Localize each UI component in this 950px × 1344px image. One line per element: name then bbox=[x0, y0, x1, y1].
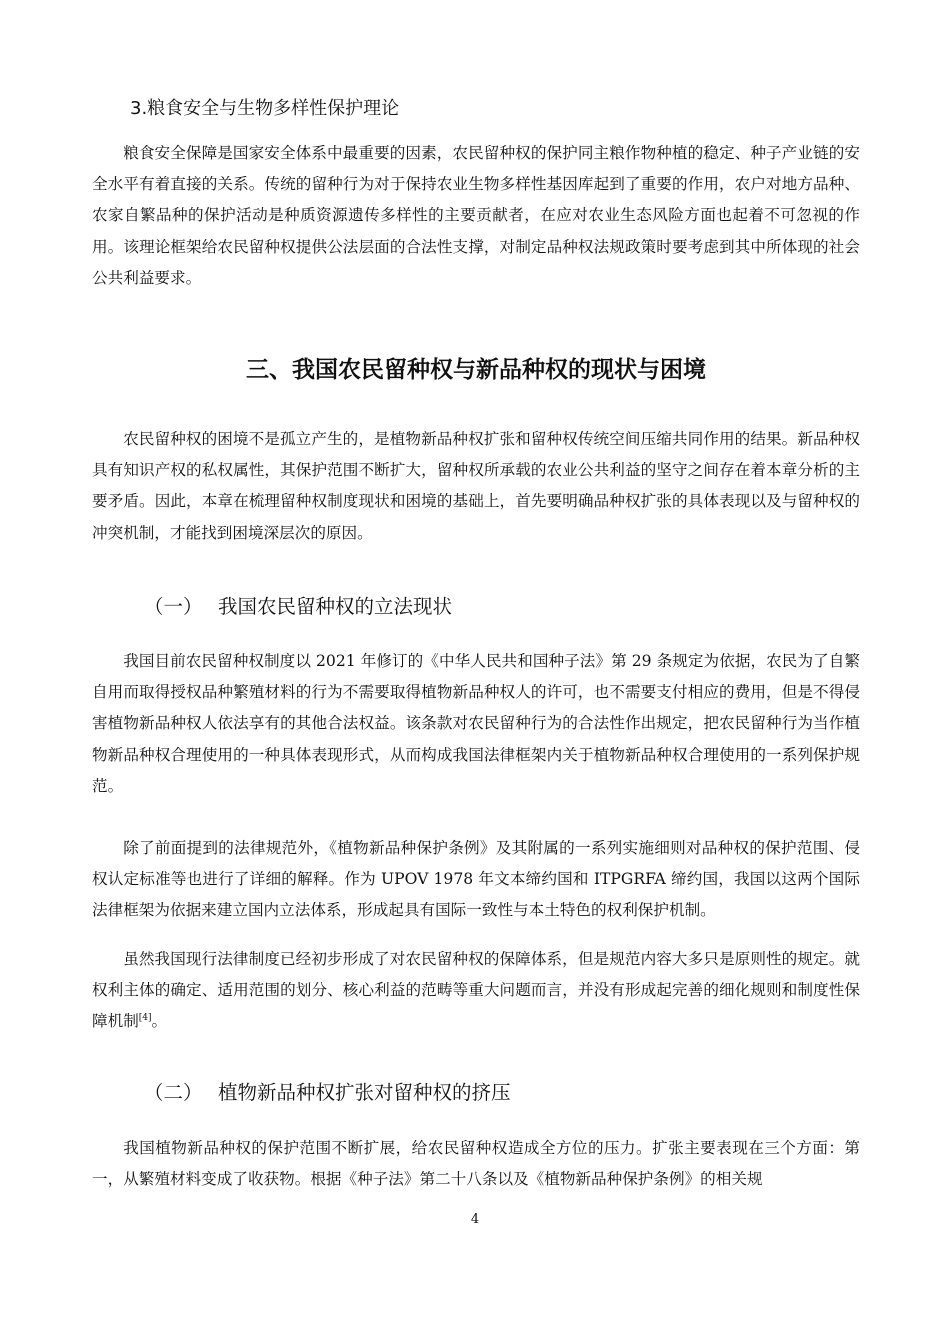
section-number: （一） bbox=[144, 595, 203, 618]
chapter-title: 三、我国农民留种权与新品种权的现状与困境 bbox=[246, 357, 706, 383]
subsection-paragraph: 粮食安全保障是国家安全体系中最重要的因素，农民留种权的保护同主粮作物种植的稳定、种子产业链的安全水平有着直接的关系。传统的留种行为对于保持农业生物多样性基因库起到了重要的作用，农户对地方品种、农家自繁品种的保护活动是种质资源遗传多样性的主要贡献者，在应对农业生态风险方面也起着不可忽视的作用。该理论框架给农民留种权提供公法层面的合法性支撑，对制定品种权法规政策时要考虑到其中所体现的社会公共利益要求。 bbox=[92, 144, 860, 287]
citation-reference[interactable]: [4] bbox=[138, 1013, 152, 1024]
section-number: （二） bbox=[144, 1081, 203, 1104]
section-title: 植物新品种权扩张对留种权的挤压 bbox=[218, 1081, 511, 1104]
section-title: 我国农民留种权的立法现状 bbox=[218, 595, 453, 618]
section-heading-1 bbox=[144, 592, 452, 622]
section-heading-2 bbox=[144, 1078, 511, 1108]
subsection-heading: 3.粮食安全与生物多样性保护理论 bbox=[130, 98, 400, 119]
body-paragraph: 我国目前农民留种权制度以 2021 年修订的《中华人民共和国种子法》第 29 条规定为依据，农民为了自繁自用而取得授权品种繁殖材料的行为不需要取得植物新品种权人的许可，也不需要支付相应的费用，但是不得侵害植物新品种权人依法享有的其他合法权益。该条款对农民留种行为的合法性作出规定，把农民留种行为当作植物新品种权合理使用的一种具体表现形式，从而构成我国法律框架内关于植物新品种权合理使用的一系列保护规范。 bbox=[92, 652, 860, 795]
chapter-intro-paragraph: 农民留种权的困境不是孤立产生的，是植物新品种权扩张和留种权传统空间压缩共同作用的结果。新品种权具有知识产权的私权属性，其保护范围不断扩大，留种权所承载的农业公共利益的坚守之间存在着本章分析的主要矛盾。因此，本章在梳理留种权制度现状和困境的基础上，首先要明确品种权扩张的具体表现以及与留种权的冲突机制，才能找到困境深层次的原因。 bbox=[92, 430, 860, 542]
page-number: 4 bbox=[470, 1212, 480, 1227]
body-paragraph: 我国植物新品种权的保护范围不断扩展，给农民留种权造成全方位的压力。扩张主要表现在三个方面：第一，从繁殖材料变成了收获物。根据《种子法》第二十八条以及《植物新品种保护条例》的相关规 bbox=[92, 1139, 860, 1189]
body-paragraph bbox=[92, 944, 860, 1038]
closing-punctuation: 。 bbox=[151, 1012, 168, 1031]
body-paragraph: 除了前面提到的法律规范外，《植物新品种保护条例》及其附属的一系列实施细则对品种权的保护范围、侵权认定标准等也进行了详细的解释。作为 UPOV 1978 年文本缔约国和 ITPGRFA 缔约国，我国以这两个国际法律框架为依据来建立国内立法体系，形成起具有国际一致性与本土特色的权利保护机制。 bbox=[92, 839, 860, 920]
body-paragraph-text: 虽然我国现行法律制度已经初步形成了对农民留种权的保障体系，但是规范内容大多只是原则性的规定。就权利主体的确定、适用范围的划分、核心利益的范畴等重大问题而言，并没有形成起完善的细化规则和制度性保障机制 bbox=[92, 950, 860, 1031]
